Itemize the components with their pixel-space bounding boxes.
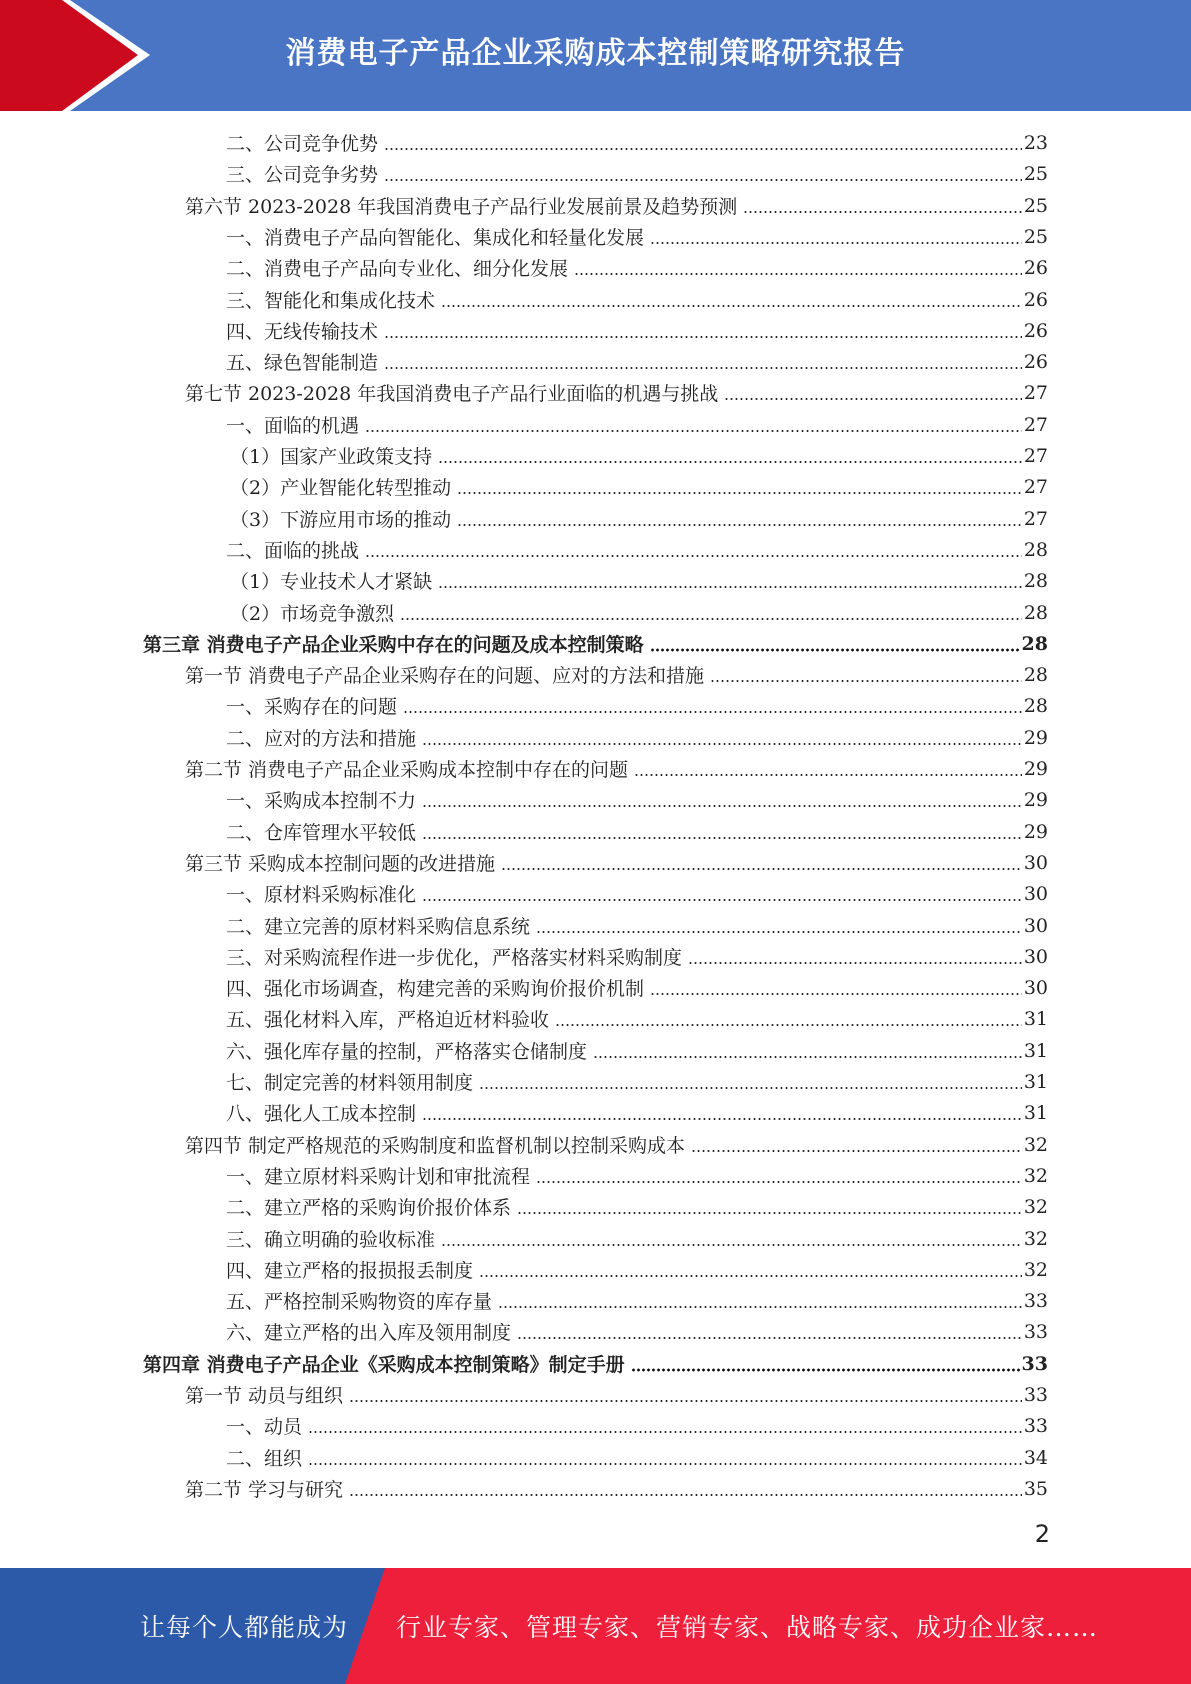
toc-dot-leader bbox=[438, 446, 1022, 465]
toc-dot-leader bbox=[349, 1385, 1022, 1404]
page-header bbox=[0, 0, 1191, 111]
toc-dot-leader bbox=[349, 1479, 1022, 1498]
toc-entry-label: 二、公司竞争优势 bbox=[226, 133, 379, 155]
toc-page-number: 31 bbox=[1023, 1007, 1048, 1030]
toc-page-number: 28 bbox=[1023, 569, 1048, 592]
toc-dot-leader bbox=[517, 1322, 1022, 1341]
toc-dot-leader bbox=[365, 415, 1022, 434]
toc-subsection-entry[interactable] bbox=[226, 534, 1048, 565]
toc-dot-leader bbox=[650, 978, 1022, 997]
toc-page-number: 30 bbox=[1023, 851, 1048, 874]
toc-page-number: 34 bbox=[1023, 1446, 1048, 1469]
toc-dot-leader bbox=[438, 571, 1022, 590]
toc-entry-label: 第三节 采购成本控制问题的改进措施 bbox=[185, 853, 496, 875]
page-footer bbox=[0, 1568, 1191, 1684]
toc-page-number: 26 bbox=[1023, 319, 1048, 342]
toc-page-number: 26 bbox=[1023, 350, 1048, 373]
toc-entry-label: 第三章 消费电子产品企业采购中存在的问题及成本控制策略 bbox=[143, 634, 644, 656]
toc-dot-leader bbox=[501, 853, 1022, 872]
toc-dot-leader bbox=[384, 352, 1022, 371]
toc-entry-label: 一、建立原材料采购计划和审批流程 bbox=[226, 1166, 531, 1188]
toc-page-number: 33 bbox=[1023, 1414, 1048, 1437]
toc-entry-label: 一、采购成本控制不力 bbox=[226, 790, 417, 812]
toc-page-number: 33 bbox=[1023, 1383, 1048, 1406]
page-number: 2 bbox=[1034, 1520, 1050, 1548]
toc-page-number: 25 bbox=[1023, 162, 1048, 185]
toc-section-entry[interactable] bbox=[185, 1129, 1048, 1160]
toc-entry-label: 二、消费电子产品向专业化、细分化发展 bbox=[226, 258, 569, 280]
toc-entry-label: 第一节 消费电子产品企业采购存在的问题、应对的方法和措施 bbox=[185, 665, 705, 687]
toc-section-entry[interactable] bbox=[185, 1473, 1048, 1504]
toc-dot-leader bbox=[441, 290, 1022, 309]
toc-page-number: 29 bbox=[1023, 726, 1048, 749]
toc-dot-leader bbox=[724, 383, 1022, 402]
toc-section-entry[interactable] bbox=[185, 753, 1048, 784]
toc-dot-leader bbox=[536, 1166, 1022, 1185]
toc-page-number: 31 bbox=[1023, 1039, 1048, 1062]
toc-entry-label: 第四章 消费电子产品企业《采购成本控制策略》制定手册 bbox=[143, 1354, 625, 1376]
toc-subsection-entry[interactable] bbox=[226, 1191, 1048, 1222]
toc-entry-label: 二、组织 bbox=[226, 1448, 303, 1470]
toc-subsection-entry[interactable] bbox=[226, 1254, 1048, 1285]
toc-page-number: 28 bbox=[1023, 694, 1048, 717]
toc-entry-label: 一、消费电子产品向智能化、集成化和轻量化发展 bbox=[226, 227, 645, 249]
toc-dot-leader bbox=[593, 1041, 1022, 1060]
toc-page-number: 33 bbox=[1021, 1352, 1048, 1375]
toc-entry-label: 五、强化材料入库，严格迫近材料验收 bbox=[226, 1009, 550, 1031]
toc-subsection-entry[interactable] bbox=[226, 722, 1048, 753]
toc-subsection-entry[interactable] bbox=[230, 440, 1048, 471]
toc-page-number: 32 bbox=[1023, 1227, 1048, 1250]
toc-subsection-entry[interactable] bbox=[226, 1160, 1048, 1191]
toc-entry-label: 一、原材料采购标准化 bbox=[226, 884, 417, 906]
toc-subsection-entry[interactable] bbox=[230, 597, 1048, 628]
toc-subsection-entry[interactable] bbox=[226, 315, 1048, 346]
toc-page-number: 35 bbox=[1023, 1477, 1048, 1500]
toc-entry-label: （1）专业技术人才紧缺 bbox=[230, 571, 433, 593]
toc-subsection-entry[interactable] bbox=[226, 1316, 1048, 1347]
toc-page-number: 29 bbox=[1023, 757, 1048, 780]
toc-section-entry[interactable] bbox=[185, 377, 1048, 408]
toc-page-number: 26 bbox=[1023, 288, 1048, 311]
toc-page-number: 28 bbox=[1021, 632, 1048, 655]
toc-page-number: 31 bbox=[1023, 1070, 1048, 1093]
toc-entry-label: 第七节 2023-2028 年我国消费电子产品行业面临的机遇与挑战 bbox=[185, 383, 719, 405]
toc-page-number: 23 bbox=[1023, 131, 1048, 154]
toc-subsection-entry[interactable] bbox=[226, 878, 1048, 909]
toc-dot-leader bbox=[517, 1197, 1022, 1216]
toc-entry-label: 二、面临的挑战 bbox=[226, 540, 360, 562]
toc-entry-label: （2）产业智能化转型推动 bbox=[230, 477, 452, 499]
toc-subsection-entry[interactable] bbox=[226, 221, 1048, 252]
toc-entry-label: （2）市场竞争激烈 bbox=[230, 603, 395, 625]
toc-section-entry[interactable] bbox=[185, 190, 1048, 221]
toc-dot-leader bbox=[365, 540, 1022, 559]
toc-entry-label: 第四节 制定严格规范的采购制度和监督机制以控制采购成本 bbox=[185, 1135, 686, 1157]
document-title: 消费电子产品企业采购成本控制策略研究报告 bbox=[285, 36, 906, 71]
toc-dot-leader bbox=[384, 164, 1022, 183]
toc-subsection-entry[interactable] bbox=[226, 1003, 1048, 1034]
toc-section-entry[interactable] bbox=[185, 659, 1048, 690]
toc-page-number: 27 bbox=[1023, 413, 1048, 436]
toc-subsection-entry[interactable] bbox=[226, 409, 1048, 440]
toc-subsection-entry[interactable] bbox=[226, 910, 1048, 941]
toc-subsection-entry[interactable] bbox=[226, 1097, 1048, 1128]
toc-dot-leader bbox=[631, 1354, 1020, 1373]
toc-entry-label: 五、严格控制采购物资的库存量 bbox=[226, 1291, 493, 1313]
toc-page-number: 26 bbox=[1023, 256, 1048, 279]
toc-entry-label: 三、确立明确的验收标准 bbox=[226, 1229, 436, 1251]
toc-page-number: 25 bbox=[1023, 225, 1048, 248]
toc-page-number: 32 bbox=[1023, 1195, 1048, 1218]
toc-page-number: 28 bbox=[1023, 538, 1048, 561]
toc-dot-leader bbox=[574, 258, 1022, 277]
toc-dot-leader bbox=[634, 759, 1022, 778]
toc-entry-label: 三、公司竞争劣势 bbox=[226, 164, 379, 186]
toc-entry-label: 一、面临的机遇 bbox=[226, 415, 360, 437]
toc-subsection-entry[interactable] bbox=[226, 127, 1048, 158]
toc-dot-leader bbox=[479, 1072, 1022, 1091]
toc-entry-label: 四、无线传输技术 bbox=[226, 321, 379, 343]
toc-dot-leader bbox=[457, 477, 1022, 496]
toc-dot-leader bbox=[691, 1135, 1022, 1154]
toc-entry-label: 二、建立完善的原材料采购信息系统 bbox=[226, 916, 531, 938]
toc-dot-leader bbox=[308, 1448, 1022, 1467]
toc-dot-leader bbox=[710, 665, 1022, 684]
toc-page-number: 30 bbox=[1023, 914, 1048, 937]
toc-page-number: 29 bbox=[1023, 788, 1048, 811]
toc-page-number: 30 bbox=[1023, 976, 1048, 999]
toc-subsection-entry[interactable] bbox=[226, 1066, 1048, 1097]
toc-dot-leader bbox=[384, 321, 1022, 340]
toc-page-number: 29 bbox=[1023, 820, 1048, 843]
toc-subsection-entry[interactable] bbox=[226, 1285, 1048, 1316]
toc-subsection-entry[interactable] bbox=[226, 158, 1048, 189]
toc-dot-leader bbox=[441, 1229, 1022, 1248]
toc-page-number: 33 bbox=[1023, 1320, 1048, 1343]
toc-entry-label: 一、动员 bbox=[226, 1416, 303, 1438]
toc-entry-label: 第六节 2023-2028 年我国消费电子产品行业发展前景及趋势预测 bbox=[185, 196, 738, 218]
toc-page-number: 27 bbox=[1023, 381, 1048, 404]
toc-subsection-entry[interactable] bbox=[230, 471, 1048, 502]
toc-dot-leader bbox=[650, 634, 1020, 653]
toc-dot-leader bbox=[400, 603, 1022, 622]
toc-subsection-entry[interactable] bbox=[230, 565, 1048, 596]
toc-subsection-entry[interactable] bbox=[226, 284, 1048, 315]
toc-entry-label: 一、采购存在的问题 bbox=[226, 696, 398, 718]
toc-dot-leader bbox=[555, 1009, 1022, 1028]
toc-subsection-entry[interactable] bbox=[226, 816, 1048, 847]
toc-dot-leader bbox=[743, 196, 1022, 215]
toc-dot-leader bbox=[422, 1103, 1022, 1122]
toc-section-entry[interactable] bbox=[185, 1379, 1048, 1410]
toc-page-number: 28 bbox=[1023, 601, 1048, 624]
toc-entry-label: 第二节 消费电子产品企业采购成本控制中存在的问题 bbox=[185, 759, 629, 781]
toc-page-number: 28 bbox=[1023, 663, 1048, 686]
toc-page-number: 27 bbox=[1023, 475, 1048, 498]
toc-dot-leader bbox=[457, 509, 1022, 528]
toc-dot-leader bbox=[479, 1260, 1022, 1279]
toc-dot-leader bbox=[498, 1291, 1022, 1310]
toc-entry-label: （3）下游应用市场的推动 bbox=[230, 509, 452, 531]
toc-chapter-entry[interactable] bbox=[143, 1348, 1048, 1379]
toc-entry-label: 五、绿色智能制造 bbox=[226, 352, 379, 374]
toc-section-entry[interactable] bbox=[185, 847, 1048, 878]
toc-dot-leader bbox=[536, 916, 1022, 935]
toc-dot-leader bbox=[422, 790, 1022, 809]
toc-entry-label: 第一节 动员与组织 bbox=[185, 1385, 344, 1407]
toc-subsection-entry[interactable] bbox=[226, 346, 1048, 377]
toc-entry-label: 二、建立严格的采购询价报价体系 bbox=[226, 1197, 512, 1219]
toc-dot-leader bbox=[403, 696, 1022, 715]
toc-subsection-entry[interactable] bbox=[226, 1410, 1048, 1441]
toc-dot-leader bbox=[384, 133, 1022, 152]
toc-entry-label: 七、制定完善的材料领用制度 bbox=[226, 1072, 474, 1094]
toc-dot-leader bbox=[688, 947, 1022, 966]
toc-entry-label: 四、强化市场调查，构建完善的采购询价报价机制 bbox=[226, 978, 645, 1000]
toc-entry-label: 三、智能化和集成化技术 bbox=[226, 290, 436, 312]
toc-dot-leader bbox=[422, 822, 1022, 841]
toc-page-number: 25 bbox=[1023, 194, 1048, 217]
toc-dot-leader bbox=[422, 884, 1022, 903]
toc-entry-label: （1）国家产业政策支持 bbox=[230, 446, 433, 468]
toc-page-number: 30 bbox=[1023, 945, 1048, 968]
toc-page-number: 30 bbox=[1023, 882, 1048, 905]
toc-entry-label: 二、仓库管理水平较低 bbox=[226, 822, 417, 844]
toc-dot-leader bbox=[308, 1416, 1022, 1435]
toc-page-number: 33 bbox=[1023, 1289, 1048, 1312]
toc-subsection-entry[interactable] bbox=[226, 972, 1048, 1003]
footer-slogan-right: 行业专家、管理专家、营销专家、战略专家、成功企业家…… bbox=[396, 1613, 1099, 1642]
toc-page-number: 31 bbox=[1023, 1101, 1048, 1124]
footer-slogan-left: 让每个人都能成为 bbox=[140, 1613, 349, 1642]
toc-page-number: 27 bbox=[1023, 507, 1048, 530]
toc-subsection-entry[interactable] bbox=[226, 941, 1048, 972]
toc-subsection-entry[interactable] bbox=[226, 252, 1048, 283]
toc-page-number: 32 bbox=[1023, 1133, 1048, 1156]
toc-entry-label: 第二节 学习与研究 bbox=[185, 1479, 344, 1501]
toc-subsection-entry[interactable] bbox=[230, 503, 1048, 534]
toc-subsection-entry[interactable] bbox=[226, 784, 1048, 815]
toc-page-number: 32 bbox=[1023, 1164, 1048, 1187]
toc-entry-label: 四、建立严格的报损报丢制度 bbox=[226, 1260, 474, 1282]
toc-entry-label: 二、应对的方法和措施 bbox=[226, 728, 417, 750]
toc-chapter-entry[interactable] bbox=[143, 628, 1048, 659]
toc-page-number: 27 bbox=[1023, 444, 1048, 467]
toc-entry-label: 六、强化库存量的控制，严格落实仓储制度 bbox=[226, 1041, 588, 1063]
toc-dot-leader bbox=[422, 728, 1022, 747]
toc-entry-label: 八、强化人工成本控制 bbox=[226, 1103, 417, 1125]
toc-subsection-entry[interactable] bbox=[226, 1442, 1048, 1473]
toc-entry-label: 三、对采购流程作进一步优化，严格落实材料采购制度 bbox=[226, 947, 683, 969]
toc-dot-leader bbox=[650, 227, 1022, 246]
toc-subsection-entry[interactable] bbox=[226, 1223, 1048, 1254]
toc-subsection-entry[interactable] bbox=[226, 690, 1048, 721]
toc-page-number: 32 bbox=[1023, 1258, 1048, 1281]
toc-entry-label: 六、建立严格的出入库及领用制度 bbox=[226, 1322, 512, 1344]
toc-subsection-entry[interactable] bbox=[226, 1035, 1048, 1066]
